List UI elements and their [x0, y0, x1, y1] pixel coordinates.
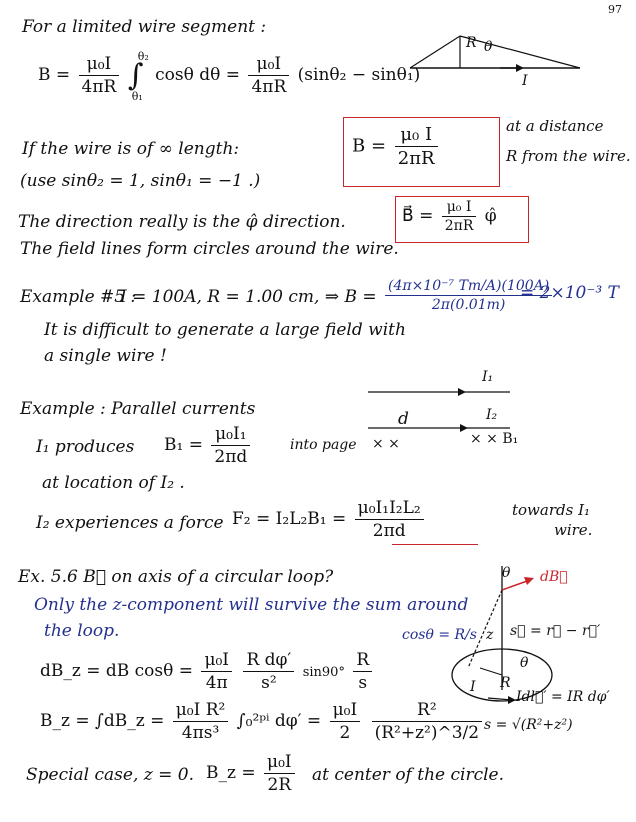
special-num: μ₀I	[264, 752, 295, 774]
fig-theta2: θ	[520, 655, 529, 671]
vector-den: 2πR	[444, 218, 474, 234]
limited-title: For a limited wire segment :	[22, 17, 267, 37]
fig-theta: θ	[502, 565, 511, 581]
wire-2-arrow	[460, 424, 468, 432]
integrand: cosθ dθ =	[155, 65, 241, 85]
example5-comment-2: a single wire !	[44, 346, 167, 366]
bz-f2-den: 2	[339, 723, 351, 743]
boxed-lhs: B =	[352, 135, 387, 157]
dbz-equation	[40, 650, 375, 693]
fig-db: dB⃗	[540, 569, 568, 585]
fig-R: R	[500, 675, 511, 691]
slant-right	[460, 36, 580, 68]
fig-I2: I₂	[486, 407, 498, 423]
bz-f1-den: 4πs³	[181, 723, 220, 743]
limited-tail: (sinθ₂ − sinθ₁)	[297, 65, 421, 85]
infinite-line-2: (use sinθ₂ = 1, sinθ₁ = −1 .)	[20, 171, 261, 191]
fig-s-mag: s = √(R²+z²)	[484, 717, 573, 733]
vector-num: μ₀ I	[442, 199, 477, 217]
s-vector	[468, 590, 502, 668]
limited-frac2	[248, 54, 289, 97]
b1-frac	[211, 424, 250, 467]
wire-segment-figure	[400, 28, 600, 98]
integral-upper: θ₂	[137, 50, 149, 63]
fig-s: s⃗ = r⃗ − r⃗′	[510, 623, 601, 639]
b1-lhs: B₁ =	[164, 435, 203, 455]
vector-equation	[402, 199, 497, 234]
dbz-sin: sin90°	[302, 665, 345, 680]
limited-frac2-num: μ₀I	[248, 54, 289, 76]
example5-comment-1: It is difficult to generate a large field with	[44, 320, 406, 340]
r-prime-vector	[480, 668, 502, 675]
dbz-f2-den: s²	[261, 673, 277, 693]
dbz-frac1	[201, 650, 232, 693]
fig-I: I	[470, 679, 476, 695]
dbz-f2-num: R dφ′	[243, 650, 294, 672]
b1-den: 2πd	[214, 447, 248, 467]
limited-frac1-den: 4πR	[81, 77, 117, 97]
page-number: 97	[608, 3, 622, 16]
boxed-frac	[395, 124, 438, 169]
direction-line-2: The field lines form circles around the wire.	[20, 239, 399, 259]
location-text: at location of I₂ .	[42, 473, 185, 493]
dbz-f1-den: 4π	[205, 673, 228, 693]
bz-f3-den: (R²+z²)^3/2	[374, 723, 480, 743]
fig-idl: Idl⃗′ = IR dφ′	[516, 689, 610, 705]
dbz-frac2	[243, 650, 294, 693]
special-equation	[206, 752, 298, 795]
bz-frac1	[173, 700, 229, 743]
force-lhs: F₂ = I₂L₂B₁ =	[232, 509, 347, 529]
example5-den: 2π(0.01m)	[431, 297, 506, 313]
special-den: 2R	[267, 775, 292, 795]
limited-frac1-num: μ₀I	[79, 54, 120, 76]
into-page: into page	[290, 437, 357, 453]
fig-d: d	[398, 409, 409, 429]
force-equation	[232, 498, 427, 541]
only-line-1: Only the z-component will survive the sum around	[34, 595, 469, 615]
dbz-f3-den: s	[358, 673, 368, 693]
vector-lhs: B⃗ =	[402, 206, 434, 226]
integral-symbol: ∫	[127, 58, 144, 93]
limited-frac1	[79, 54, 120, 97]
example5-result: = 2×10⁻³ T	[520, 283, 619, 303]
fig-marks-1: × ×	[372, 436, 400, 452]
b1-equation	[164, 424, 253, 467]
force-num: μ₀I₁I₂L₂	[355, 498, 424, 520]
force-frac	[355, 498, 424, 541]
limited-lhs: B =	[38, 65, 71, 85]
experiences-text: I₂ experiences a force	[36, 513, 224, 533]
example5-label: Example #5 :	[20, 287, 137, 307]
boxed-equation	[352, 124, 441, 169]
special-tail: at center of the circle.	[312, 765, 505, 785]
only-line-2: the loop.	[44, 621, 120, 641]
bz-f1-num: μ₀I R²	[173, 700, 229, 722]
fig-z: z	[486, 627, 494, 643]
bz-integral: ∫₀²ᵖⁱ dφ′ =	[236, 711, 322, 731]
towards-2: wire.	[554, 521, 593, 539]
vector-tail: φ̂	[484, 206, 497, 226]
boxed-den: 2πR	[397, 148, 435, 169]
bz-equation	[40, 700, 485, 743]
db-arrowhead	[524, 577, 534, 585]
fig1-r-label: R	[466, 35, 477, 51]
at-distance-1: at a distance	[506, 117, 604, 135]
integral-lower: θ₁	[131, 90, 143, 103]
example5-num: (4π×10⁻⁷ Tm/A)(100A)	[385, 278, 552, 296]
at-distance-2: R from the wire.	[506, 147, 631, 165]
produces-text: I₁ produces	[36, 437, 135, 457]
parallel-label: Example : Parallel currents	[20, 399, 256, 419]
idl-arrowhead	[508, 696, 516, 704]
force-den: 2πd	[372, 521, 406, 541]
towards-1: towards I₁	[512, 501, 591, 519]
limited-frac2-den: 4πR	[251, 77, 287, 97]
special-frac	[264, 752, 295, 795]
boxed-num: μ₀ I	[395, 124, 438, 147]
vector-frac	[442, 199, 477, 234]
wire-1-arrow	[458, 388, 466, 396]
current-arrowhead	[516, 64, 524, 72]
fig1-current-label: I	[522, 73, 528, 89]
dbz-f1-num: μ₀I	[201, 650, 232, 672]
example5-given: I = 100A, R = 1.00 cm, ⇒ B =	[120, 287, 377, 307]
b1-num: μ₀I₁	[211, 424, 250, 446]
cos-equation: cosθ = R/s	[402, 627, 477, 643]
dbz-frac3	[353, 650, 372, 693]
loop-label: Ex. 5.6 B⃗ on axis of a circular loop?	[18, 567, 334, 587]
dbz-lhs: dB_z = dB cosθ =	[40, 661, 194, 681]
fig-marks-2: × × B₁	[470, 431, 519, 447]
bz-frac2	[330, 700, 361, 743]
integral-sign	[127, 50, 150, 103]
bz-f3-num: R²	[372, 700, 483, 722]
fig1-theta-label: θ	[484, 39, 493, 55]
slant-left	[410, 36, 460, 68]
infinite-line-1: If the wire is of ∞ length:	[22, 139, 240, 159]
limited-equation	[38, 50, 421, 103]
special-case: Special case, z = 0.	[26, 765, 194, 785]
bz-f2-num: μ₀I	[330, 700, 361, 722]
special-lhs: B_z =	[206, 763, 256, 783]
fig-I1: I₁	[482, 369, 494, 385]
bz-lhs: B_z = ∫dB_z =	[40, 711, 165, 731]
force-underline	[392, 544, 478, 545]
dbz-f3-num: R	[353, 650, 372, 672]
direction-line-1: The direction really is the φ̂ direction.	[18, 212, 346, 232]
